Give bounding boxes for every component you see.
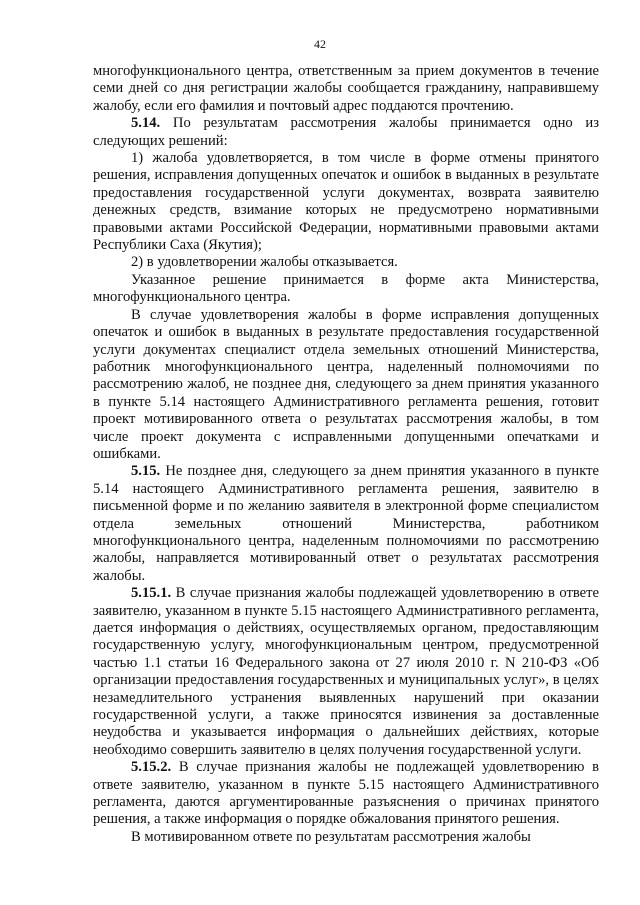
paragraph-text: многофункционального центра, ответственным за прием документов в течение семи дней со дня регистрации жалобы сообщается гражданину, направившему жалобу, если его фамилия и почтовый адрес поддаются прочтению. [93,63,599,114]
paragraph-5-15 [93,463,599,585]
paragraph-5-15-1 [93,585,599,759]
clause-number: 5.15. [131,463,161,480]
clause-number: 5.14. [131,115,161,132]
document-body [93,63,599,846]
paragraph-text: В мотивированном ответе по результатам рассмотрения жалобы [131,828,531,845]
paragraph-text: 2) в удовлетворении жалобы отказывается. [131,254,398,271]
page-number: 42 [314,37,326,51]
paragraph-text: 1) жалоба удовлетворяется, в том числе в форме отмены принятого решения, исправления допущенных опечаток и ошибок в выданных в результате предоставления государственной услуги документах, возврата заявителю денежных средств, взимание которых не предусмотрено нормативными правовыми актами Российской Федерации, нормативными правовыми актами Республики Саха (Якутия); [93,150,599,254]
paragraph-text: В случае признания жалобы подлежащей удовлетворению в ответе заявителю, указанном в пункте 5.15 настоящего Административного регламента, дается информация о действиях, осуществляемых органом, предоставляющим государственную услугу, многофункциональным центром, предусмотренной частью 1.1 статьи 16 Федерального закона от 27 июля 2010 г. N 210-ФЗ «Об организации предоставления государственных и муниципальных услуг», в целях незамедлительного устранения выявленных нарушений при оказании государственной услуги, а также приносятся извинения за доставленные неудобства и указывается информация о дальнейших действиях, которые необходимо совершить заявителю в целях получения государственной услуги. [93,585,599,758]
paragraph-correction-case [93,307,599,464]
paragraph-text: По результатам рассмотрения жалобы принимается одно из следующих решений: [93,115,599,149]
paragraph-option-1 [93,150,599,254]
paragraph-continuation [93,63,599,115]
paragraph-5-14 [93,115,599,150]
paragraph-text: В случае удовлетворения жалобы в форме исправления допущенных опечаток и ошибок в выданных в результате предоставления государственной услуги документах специалист отдела земельных отношений Министерства, работник многофункционального центра, наделенный полномочиями по рассмотрению жалоб, не позднее дня, следующего за днем принятия указанного в пункте 5.14 настоящего Административного регламента решения, готовит проект мотивированного ответа о результатах рассмотрения жалобы, в том числе проект документа с исправленными допущенными опечатками и ошибками. [93,306,599,462]
paragraph-text: Не позднее дня, следующего за днем принятия указанного в пункте 5.14 настоящего Административного регламента решения, заявителю в письменной форме и по желанию заявителя в электронной форме специалистом отдела земельных отношений Министерства, работником многофункционального центра, наделенным полномочиями по рассмотрению жалобы, направляется мотивированный ответ о результатах рассмотрения жалобы. [93,463,599,584]
clause-number: 5.15.2. [131,759,172,776]
paragraph-text: Указанное решение принимается в форме акта Министерства, многофункционального центра. [93,271,599,306]
paragraph-text: В случае признания жалобы не подлежащей удовлетворению в ответе заявителю, указанном в пункте 5.15 настоящего Административного регламента, даются аргументированные разъяснения о причинах принятого решения, а также информация о порядке обжалования принятого решения. [93,759,599,828]
clause-number: 5.15.1. [131,585,172,602]
paragraph-final-fragment [93,829,599,846]
paragraph-option-2 [93,254,599,271]
paragraph-decision-form [93,272,599,307]
paragraph-5-15-2 [93,759,599,829]
